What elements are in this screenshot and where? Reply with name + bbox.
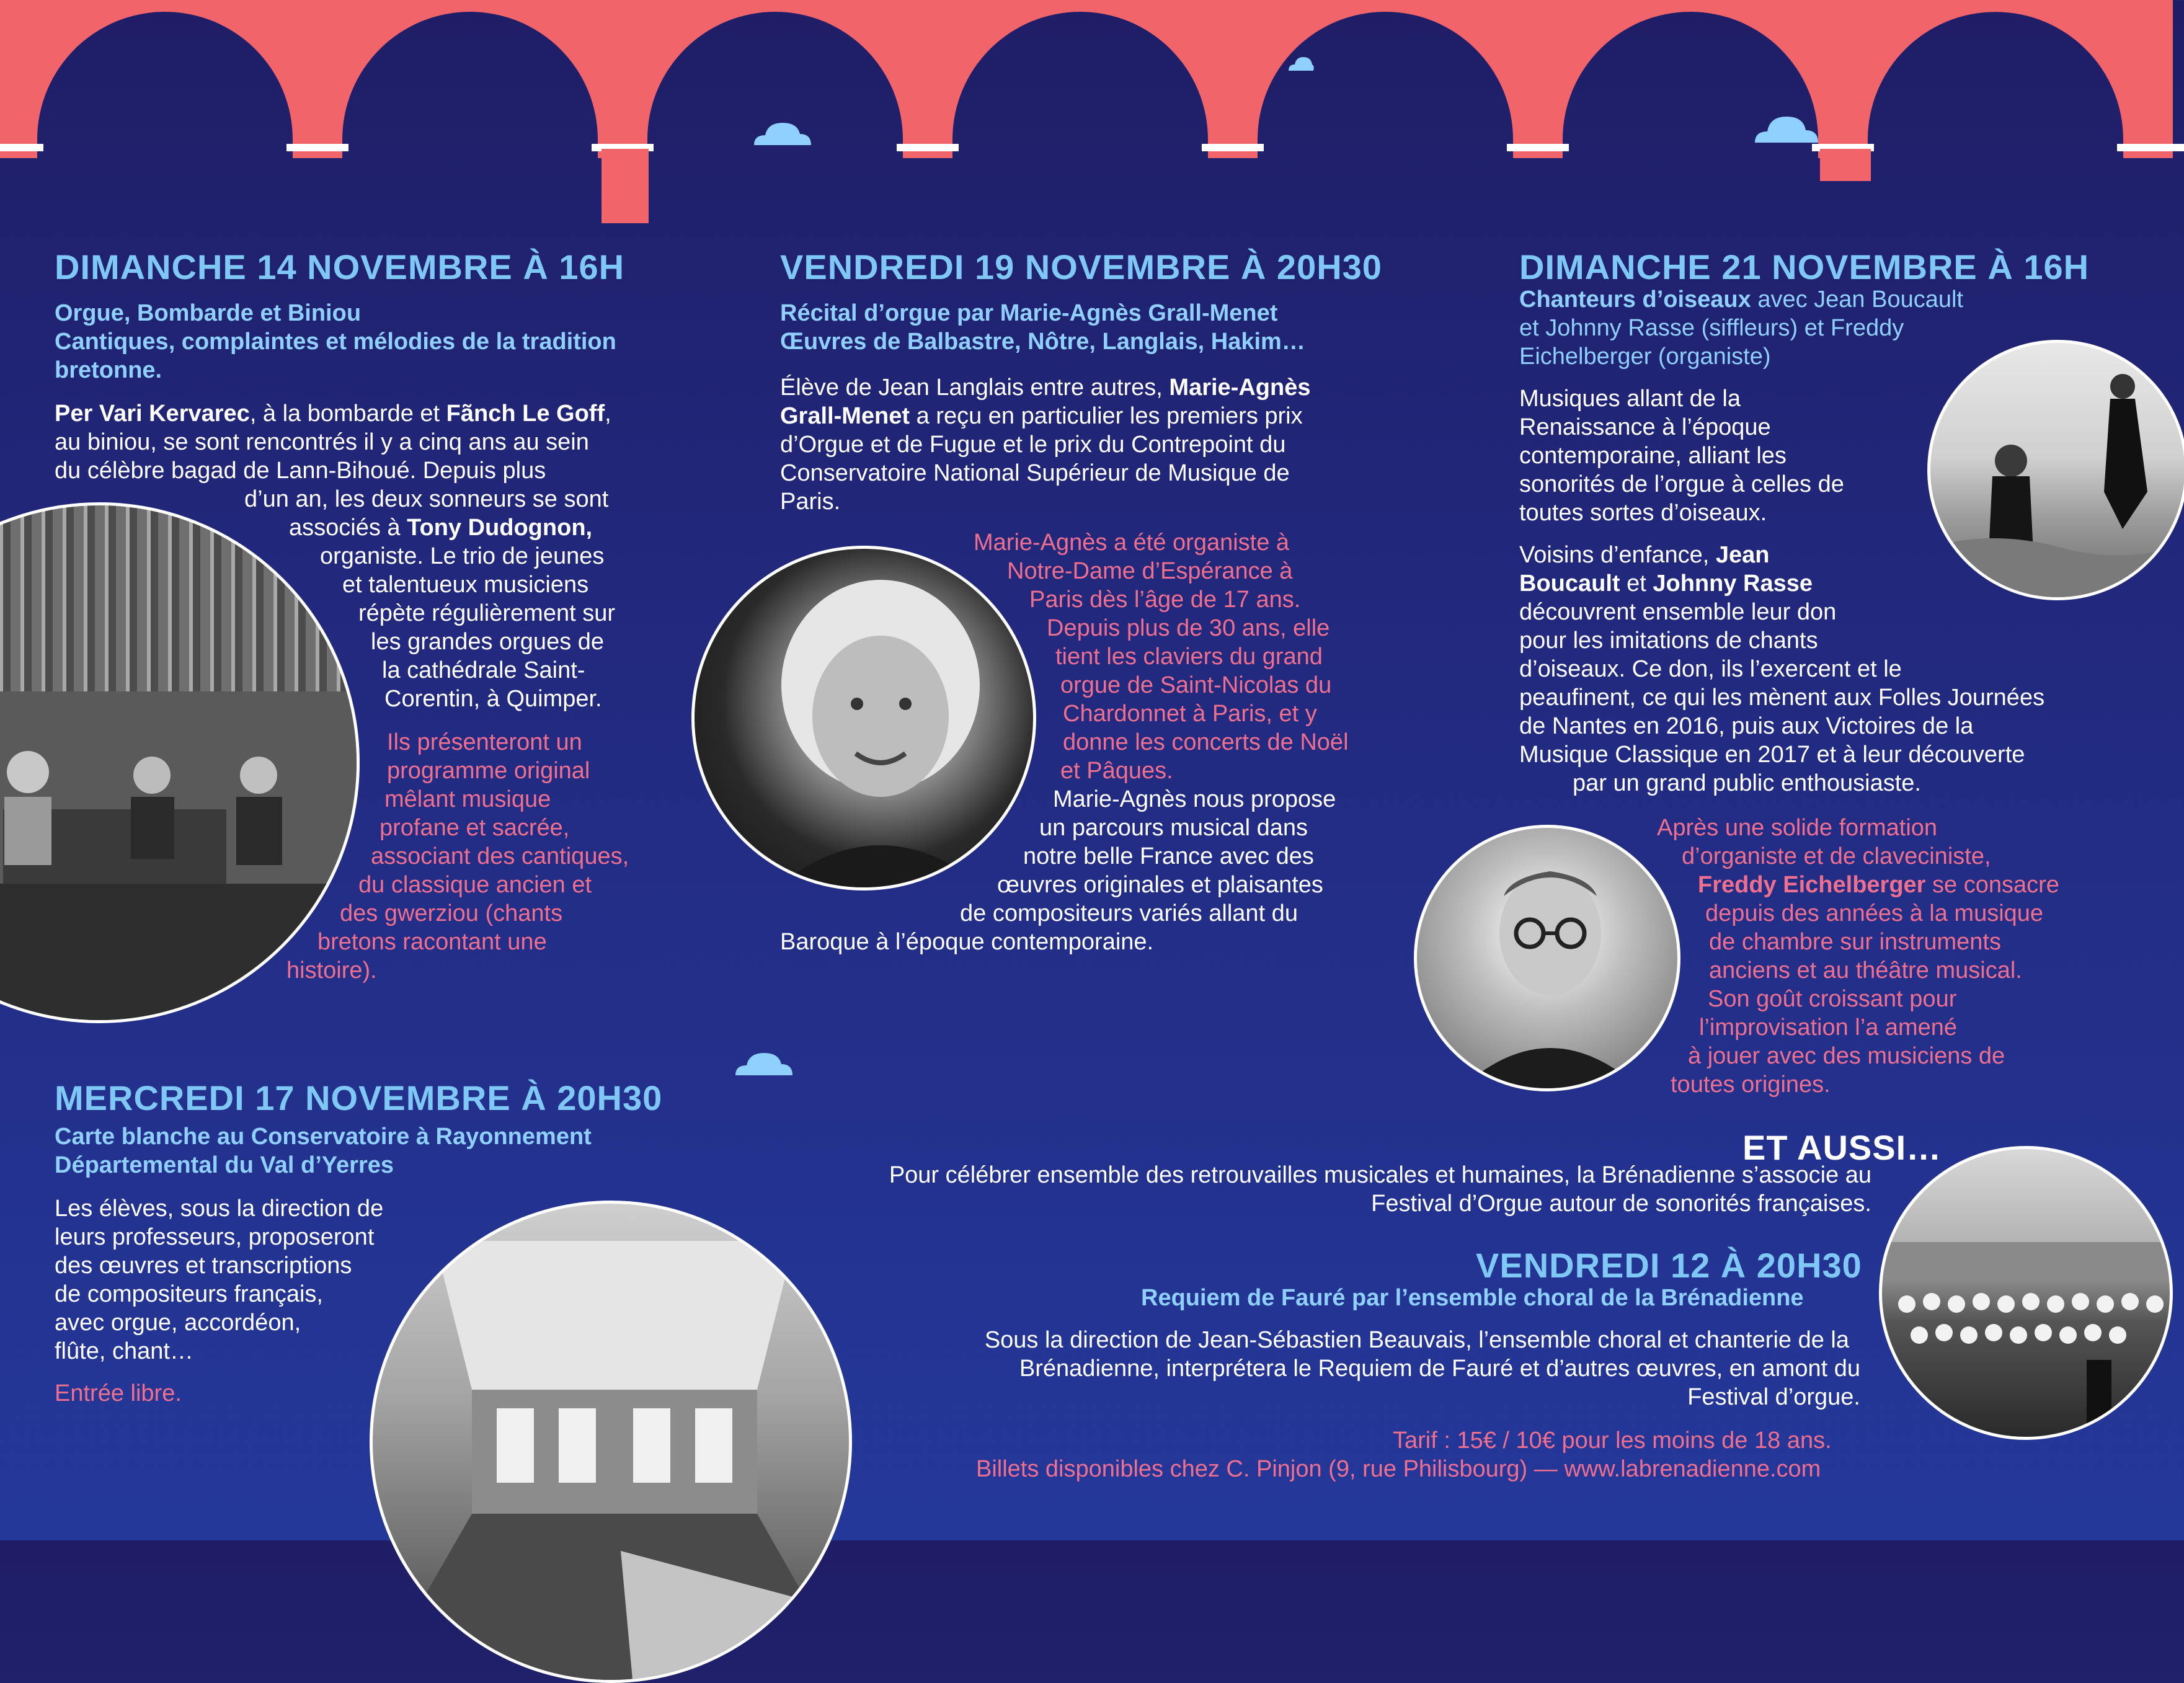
- text-line: Paris dès l’âge de 17 ans.: [1029, 587, 1301, 613]
- text-line: Marie-Agnès nous propose: [1053, 786, 1336, 812]
- text-line: d’oiseaux. Ce don, ils l’exercent et le: [1519, 656, 1902, 682]
- text-line: Eichelberger (organiste): [1519, 344, 1771, 370]
- event3-paragraph-1: [1519, 384, 1844, 527]
- text-span: Élève de Jean Langlais entre autres,: [780, 375, 1170, 401]
- text-line: [1519, 871, 2059, 899]
- text-line: un parcours musical dans: [1039, 815, 1308, 841]
- performer-name: Grall-Menet: [780, 403, 910, 429]
- text-line: [1519, 569, 2044, 598]
- text-line: [1519, 541, 2044, 569]
- text-line: [1519, 285, 1963, 314]
- text-line: Conservatoire National Supérieur de Musique de: [780, 460, 1290, 486]
- event4-note: Entrée libre.: [55, 1380, 182, 1406]
- text-line: [780, 373, 1310, 402]
- text-line: Sous la direction de Jean-Sébastien Beauvais, l’ensemble choral et chanterie de la: [984, 1327, 1849, 1353]
- text-line: et talentueux musiciens: [342, 572, 589, 598]
- text-line: toutes origines.: [1671, 1072, 1831, 1098]
- text-line: Ils présenteront un: [387, 729, 582, 755]
- text-line: Festival d’orgue.: [1687, 1384, 1860, 1410]
- performer-name: Fãnch Le Goff: [446, 401, 605, 427]
- text-line: flûte, chant…: [55, 1338, 193, 1364]
- aussi-subtitle: Requiem de Fauré par l’ensemble choral de la Brénadienne: [1141, 1285, 1804, 1311]
- program-title: Chanteurs d’oiseaux: [1519, 286, 1751, 313]
- aussi-date: VENDREDI 12 À 20H30: [1476, 1246, 1862, 1285]
- church-interior-icon: [373, 1204, 852, 1683]
- text-line: des gwerziou (chants: [340, 900, 563, 926]
- text-line: sonorités de l’orgue à celles de: [1519, 471, 1844, 497]
- text-line: de Nantes en 2016, puis aux Victoires de la: [1519, 713, 1974, 739]
- event2-paragraph-1: [780, 373, 1310, 516]
- text-line: donne les concerts de Noël: [1063, 729, 1349, 755]
- event3-paragraph-3: [1519, 814, 2059, 1099]
- text-line: [55, 399, 615, 428]
- event2-subtitle: [780, 299, 1305, 356]
- cloud-icon: [1287, 56, 1315, 72]
- event4-date: MERCREDI 17 NOVEMBRE À 20H30: [55, 1078, 663, 1117]
- text-line: mêlant musique: [384, 786, 551, 812]
- text-line: et Johnny Rasse (siffleurs) et Freddy: [1519, 315, 1904, 341]
- text-line: Son goût croissant pour: [1708, 986, 1957, 1012]
- text-span: avec Jean Boucault: [1751, 286, 1963, 313]
- text-line: [55, 513, 615, 542]
- subtitle-line: bretonne.: [55, 357, 162, 383]
- event2-paragraph-2: [780, 528, 1349, 785]
- text-line: histoire).: [286, 957, 377, 984]
- text-line: d’organiste et de claveciniste,: [1682, 843, 1991, 869]
- text-span: ,: [605, 401, 611, 427]
- text-line: notre belle France avec des: [1023, 843, 1314, 869]
- cloud-icon: [1752, 112, 1821, 144]
- aussi-billets: Billets disponibles chez C. Pinjon (9, rue Philisbourg) — www.labrenadienne.com: [976, 1456, 1821, 1482]
- text-line: associant des cantiques,: [371, 843, 629, 869]
- text-line: profane et sacrée,: [380, 815, 570, 841]
- text-line: bretons racontant une: [317, 929, 547, 955]
- arches-decoration: [0, 0, 2184, 229]
- subtitle-line: Départemental du Val d’Yerres: [55, 1152, 394, 1178]
- performer-name: Per Vari Kervarec: [55, 401, 250, 427]
- performer-name: Freddy Eichelberger: [1698, 872, 1926, 898]
- text-line: avec orgue, accordéon,: [55, 1310, 301, 1336]
- event4-subtitle: [55, 1122, 592, 1179]
- event3-intro: [1519, 285, 1963, 371]
- text-line: au biniou, se sont rencontrés il y a cinq ans au sein: [55, 429, 589, 455]
- text-line: par un grand public enthousiaste.: [1573, 770, 1921, 796]
- text-line: Paris.: [780, 489, 841, 515]
- text-line: Musiques allant de la: [1519, 386, 1741, 412]
- text-line: Pour célébrer ensemble des retrouvailles musicales et humaines, la Brénadienne s’associe au: [889, 1162, 1871, 1188]
- text-span: associés à: [289, 515, 407, 541]
- text-span: , à la bombarde et: [249, 401, 446, 427]
- event1-paragraph-2: [55, 728, 629, 985]
- event2-paragraph-3: [780, 785, 1336, 956]
- text-line: programme original: [387, 758, 590, 784]
- text-line: Depuis plus de 30 ans, elle: [1047, 615, 1330, 641]
- event1-paragraph-1: [55, 399, 615, 713]
- text-line: d’Orgue et de Fugue et le prix du Contrepoint du: [780, 432, 1286, 458]
- aussi-tarif: Tarif : 15€ / 10€ pour les moins de 18 ans.: [1393, 1428, 1832, 1454]
- text-line: la cathédrale Saint-: [382, 657, 585, 683]
- text-line: anciens et au théâtre musical.: [1709, 957, 2022, 984]
- performer-name: Johnny Rasse: [1653, 571, 1813, 597]
- event2-date: VENDREDI 19 NOVEMBRE À 20H30: [780, 247, 1382, 286]
- text-line: toutes sortes d’oiseaux.: [1519, 500, 1767, 526]
- text-line: du classique ancien et: [358, 872, 592, 898]
- event4-paragraph-1: [55, 1194, 383, 1365]
- cloud-icon: [752, 118, 814, 146]
- text-line: à jouer avec des musiciens de: [1688, 1043, 2005, 1069]
- text-line: Festival d’Orgue autour de sonorités françaises.: [1371, 1191, 1871, 1217]
- text-line: de chambre sur instruments: [1709, 929, 2001, 955]
- text-line: contemporaine, alliant les: [1519, 443, 1787, 469]
- event3-date: DIMANCHE 21 NOVEMBRE À 16H: [1519, 247, 2090, 286]
- aussi-intro: [823, 1161, 1871, 1218]
- text-line: les grandes orgues de: [371, 629, 605, 655]
- photo-church-interior: [370, 1201, 852, 1683]
- performer-name: Tony Dudognon,: [407, 515, 593, 541]
- text-line: pour les imitations de chants: [1519, 628, 1818, 654]
- text-line: Brénadienne, interprétera le Requiem de Fauré et d’autres œuvres, en amont du: [1019, 1356, 1860, 1382]
- text-line: orgue de Saint-Nicolas du: [1060, 672, 1332, 698]
- subtitle-line: Carte blanche au Conservatoire à Rayonnement: [55, 1124, 592, 1150]
- text-line: découvrent ensemble leur don: [1519, 599, 1837, 625]
- text-span: et: [1620, 571, 1653, 597]
- text-line: d’un an, les deux sonneurs se sont: [244, 486, 609, 512]
- text-line: organiste. Le trio de jeunes: [320, 543, 605, 569]
- subtitle-line: Cantiques, complaintes et mélodies de la tradition: [55, 329, 616, 355]
- text-line: Chardonnet à Paris, et y: [1063, 701, 1317, 727]
- text-line: Marie-Agnès a été organiste à: [974, 530, 1290, 556]
- text-span: se consacre: [1925, 872, 2059, 898]
- choir-scene-icon: [1882, 1149, 2173, 1440]
- subtitle-line: Œuvres de Balbastre, Nôtre, Langlais, Hakim…: [780, 329, 1305, 355]
- text-line: peaufinent, ce qui les mènent aux Folles Journées: [1519, 685, 2045, 711]
- text-span: a reçu en particulier les premiers prix: [910, 403, 1303, 429]
- aussi-paragraph: [843, 1326, 1860, 1411]
- performer-name: Jean: [1715, 542, 1770, 568]
- text-line: Renaissance à l’époque: [1519, 414, 1771, 440]
- text-line: répète régulièrement sur: [358, 600, 615, 626]
- event1-date: DIMANCHE 14 NOVEMBRE À 16H: [55, 247, 625, 286]
- subtitle-line: Récital d’orgue par Marie-Agnès Grall-Menet: [780, 300, 1278, 326]
- aussi-heading: ET AUSSI…: [1742, 1128, 1942, 1167]
- performer-name: Boucault: [1519, 571, 1620, 597]
- text-line: l’improvisation l’a amené: [1699, 1015, 1958, 1041]
- text-line: de compositeurs français,: [55, 1281, 323, 1307]
- text-line: des œuvres et transcriptions: [55, 1253, 352, 1279]
- photo-choir: [1879, 1146, 2173, 1440]
- text-line: Après une solide formation: [1657, 815, 1938, 841]
- event3-paragraph-2: [1519, 541, 2044, 797]
- text-line: et Pâques.: [1060, 758, 1173, 784]
- text-line: Musique Classique en 2017 et à leur découverte: [1519, 742, 2025, 768]
- text-line: œuvres originales et plaisantes: [997, 872, 1323, 898]
- text-line: depuis des années à la musique: [1705, 900, 2044, 926]
- text-line: de compositeurs variés allant du: [960, 900, 1298, 926]
- text-line: Baroque à l’époque contemporaine.: [780, 929, 1154, 955]
- text-line: tient les claviers du grand: [1055, 644, 1323, 670]
- text-line: Corentin, à Quimper.: [384, 686, 602, 712]
- event1-subtitle: [55, 299, 616, 384]
- text-span: Voisins d’enfance,: [1519, 542, 1716, 568]
- text-line: [780, 402, 1310, 430]
- text-line: leurs professeurs, proposeront: [55, 1224, 375, 1250]
- text-line: Les élèves, sous la direction de: [55, 1196, 384, 1222]
- subtitle-line: Orgue, Bombarde et Biniou: [55, 300, 362, 326]
- performer-name: Marie-Agnès: [1169, 375, 1311, 401]
- text-line: Notre-Dame d’Espérance à: [1007, 558, 1293, 584]
- cloud-icon: [733, 1048, 795, 1077]
- text-line: du célèbre bagad de Lann-Bihoué. Depuis plus: [55, 458, 546, 484]
